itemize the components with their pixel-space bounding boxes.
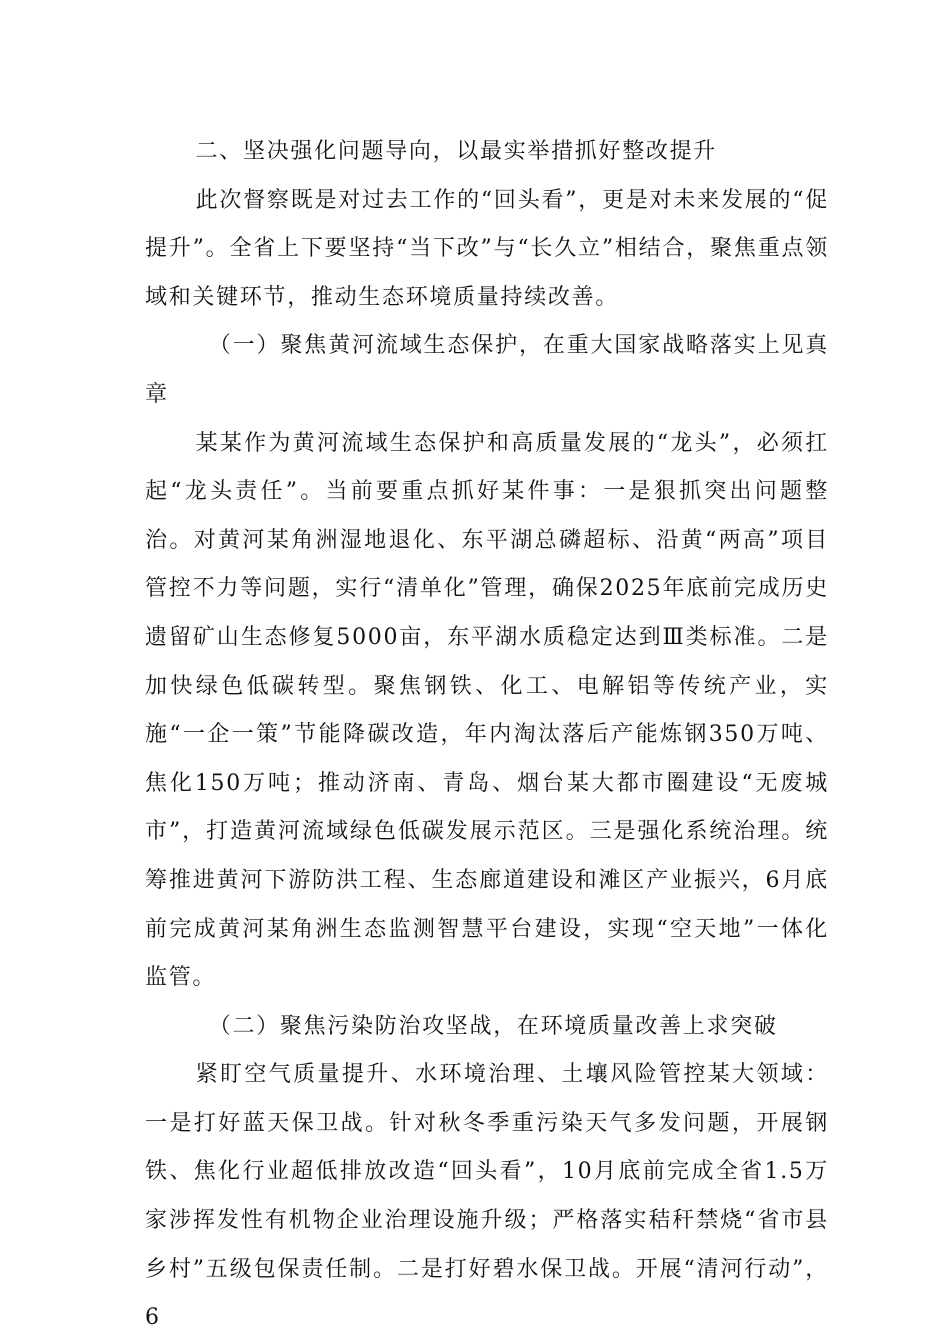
subsection-heading-pollution: （二）聚焦污染防治攻坚战，在环境质量改善上求突破 [208,1013,778,1039]
subsection-heading-yellow-river: （一）聚焦黄河流域生态保护，在重大国家战略落实上见真章 [145,333,829,407]
document-body [145,128,829,1343]
yellow-river-paragraph: 某某作为黄河流域生态保护和高质量发展的“龙头”，必须扛起“龙头责任”。当前要重点抓好某件事：一是狠抓突出问题整治。对黄河某角洲湿地退化、东平湖总磷超标、沿黄“两高”项目管控不力等问题，实行“清单化”管理，确保2025年底前完成历史遗留矿山生态修复5000亩，东平湖水质稳定达到Ⅲ类标准。二是加快绿色低碳转型。聚焦钢铁、化工、电解铝等传统产业，实施“一企一策”节能降碳改造，年内淘汰落后产能炼钢350万吨、焦化150万吨；推动济南、青岛、烟台某大都市圈建设“无废城市”，打造黄河流域绿色低碳发展示范区。三是强化系统治理。统筹推进黄河下游防洪工程、生态廊道建设和滩区产业振兴，6月底前完成黄河某角洲生态监测智慧平台建设，实现“空天地”一体化监管。 [145,430,829,991]
intro-paragraph: 此次督察既是对过去工作的“回头看”，更是对未来发展的“促提升”。全省上下要坚持“当下改”与“长久立”相结合，聚焦重点领域和关键环节，推动生态环境质量持续改善。 [145,187,829,310]
pollution-paragraph: 紧盯空气质量提升、水环境治理、土壤风险管控某大领域：一是打好蓝天保卫战。针对秋冬季重污染天气多发问题，开展钢铁、焦化行业超低排放改造“回头看”，10月底前完成全省1.5万家涉挥发性有机物企业治理设施升级；严格落实秸秆禁烧“省市县乡村”五级包保责任制。二是打好碧水保卫战。开展“清河行动”，6 [145,1062,829,1331]
section-heading: 二、坚决强化问题导向，以最实举措抓好整改提升 [195,139,717,164]
